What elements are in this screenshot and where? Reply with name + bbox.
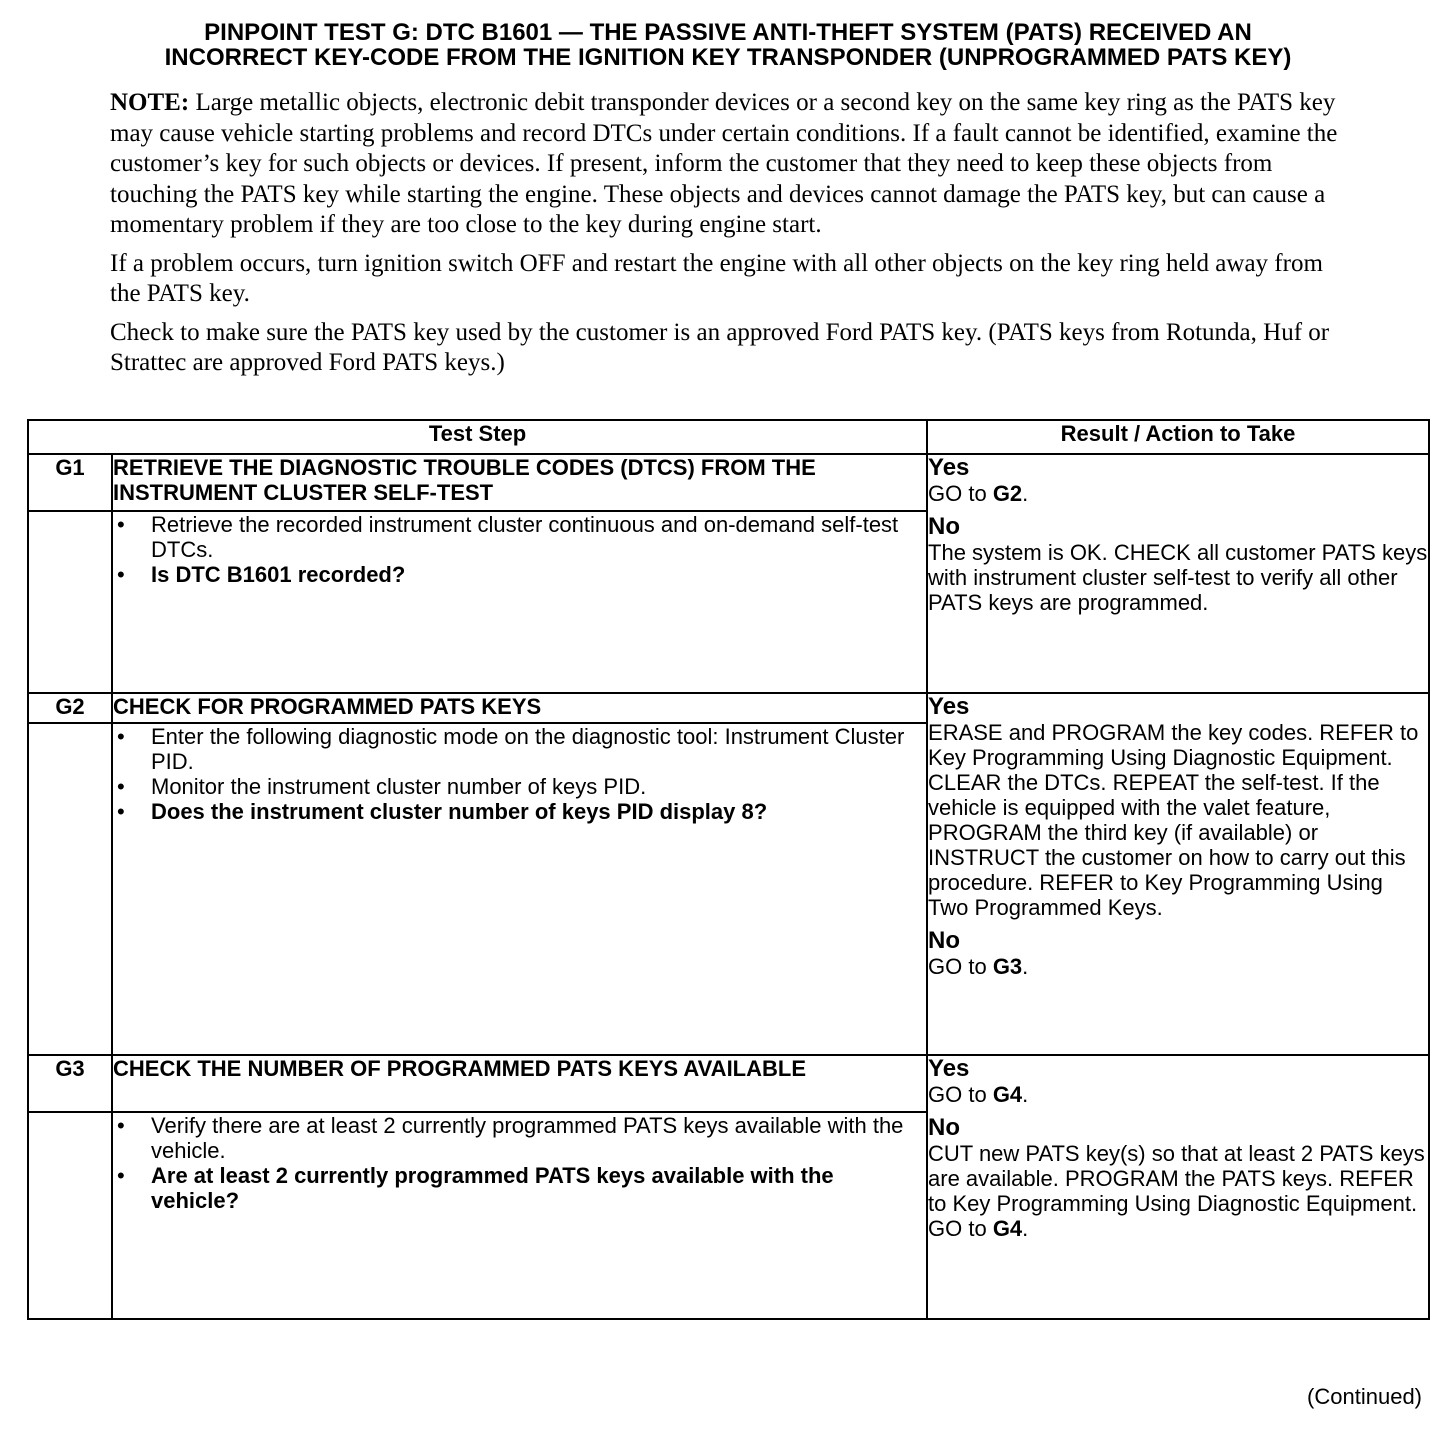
step-question: • Does the instrument cluster number of keys PID display 8? bbox=[151, 799, 926, 824]
list-item: • Enter the following diagnostic mode on the diagnostic tool: Instrument Cluster PID. bbox=[151, 724, 926, 774]
note-label: NOTE: bbox=[110, 89, 190, 116]
list-item: • Retrieve the recorded instrument cluster continuous and on-demand self-test DTCs. bbox=[151, 512, 926, 562]
step-reference: G2 bbox=[992, 481, 1023, 506]
step-body bbox=[112, 1112, 927, 1319]
list-item: • Monitor the instrument cluster number of keys PID. bbox=[151, 774, 926, 799]
no-label: No bbox=[928, 927, 961, 954]
step-reference: G4 bbox=[992, 1082, 1023, 1107]
step-bullets bbox=[113, 724, 926, 824]
step-bullets bbox=[113, 1113, 926, 1213]
step-g3-title-row bbox=[28, 1055, 1429, 1112]
title-line-2: INCORRECT KEY-CODE FROM THE IGNITION KEY TRANSPONDER (UNPROGRAMMED PATS KEY) bbox=[164, 44, 1292, 71]
step-id-spacer bbox=[28, 1112, 112, 1319]
step-title: RETRIEVE THE DIAGNOSTIC TROUBLE CODES (DTCS) FROM THE INSTRUMENT CLUSTER SELF-TEST bbox=[112, 454, 927, 511]
page-title bbox=[20, 20, 1436, 70]
step-id-spacer bbox=[28, 723, 112, 1055]
pinpoint-test-table bbox=[27, 419, 1430, 1320]
notes-section bbox=[110, 88, 1340, 379]
step-g3-result bbox=[927, 1055, 1429, 1319]
table-header-row bbox=[28, 420, 1429, 454]
title-line-1: PINPOINT TEST G: DTC B1601 — THE PASSIVE ANTI-THEFT SYSTEM (PATS) RECEIVED AN bbox=[204, 19, 1252, 46]
approved-key-paragraph: Check to make sure the PATS key used by the customer is an approved Ford PATS key. (PATS keys from Rotunda, Huf or Strattec are approved Ford PATS keys.) bbox=[110, 318, 1330, 376]
yes-action: ERASE and PROGRAM the key codes. REFER to Key Programming Using Diagnostic Equipment. CLEAR the DTCs. REPEAT the self-test. If the vehicle is equipped with the valet feature, PROGRAM the third key (if available) or INSTRUCT the customer on how to carry out this procedure. REFER to Key Programming Using Two Programmed Keys. bbox=[928, 720, 1419, 920]
header-test-step: Test Step bbox=[28, 420, 927, 454]
yes-label: Yes bbox=[928, 693, 970, 720]
note-text: Large metallic objects, electronic debit transponder devices or a second key on the same key ring as the PATS key may cause vehicle starting problems and record DTCs under certain conditions. If a fault cannot be identified, examine the customer’s key for such objects or devices. If present, inform the customer that they need to keep these objects from touching the PATS key while starting the engine. These objects and devices cannot damage the PATS key, but can cause a momentary problem if they are too close to the key during engine start. bbox=[110, 89, 1338, 238]
step-title: CHECK FOR PROGRAMMED PATS KEYS bbox=[112, 693, 927, 723]
header-result-action: Result / Action to Take bbox=[927, 420, 1429, 454]
step-body bbox=[112, 723, 927, 1055]
yes-action: GO to G4. bbox=[928, 1082, 1029, 1107]
no-label: No bbox=[928, 1114, 961, 1141]
yes-label: Yes bbox=[928, 1055, 970, 1082]
step-reference: G4 bbox=[992, 1216, 1023, 1241]
step-g2-result bbox=[927, 693, 1429, 1055]
no-label: No bbox=[928, 513, 961, 540]
no-action: The system is OK. CHECK all customer PATS keys with instrument cluster self-test to verify all other PATS keys are programmed. bbox=[928, 540, 1428, 615]
step-bullets bbox=[113, 512, 926, 587]
step-reference: G3 bbox=[992, 954, 1023, 979]
step-id: G3 bbox=[28, 1055, 112, 1112]
list-item: • Verify there are at least 2 currently programmed PATS keys available with the vehicle. bbox=[151, 1113, 926, 1163]
step-title: CHECK THE NUMBER OF PROGRAMMED PATS KEYS AVAILABLE bbox=[112, 1055, 927, 1112]
note-paragraph bbox=[110, 88, 1340, 241]
step-g1-title-row bbox=[28, 454, 1429, 511]
step-g2-title-row bbox=[28, 693, 1429, 723]
step-g1-result bbox=[927, 454, 1429, 693]
step-body bbox=[112, 511, 927, 693]
no-action: GO to G3. bbox=[928, 954, 1029, 979]
ignition-paragraph: If a problem occurs, turn ignition switch OFF and restart the engine with all other objects on the key ring held away from the PATS key. bbox=[110, 249, 1323, 307]
step-id: G1 bbox=[28, 454, 112, 511]
step-id: G2 bbox=[28, 693, 112, 723]
yes-label: Yes bbox=[928, 454, 970, 481]
yes-action: GO to G2. bbox=[928, 481, 1029, 506]
no-action: CUT new PATS key(s) so that at least 2 PATS keys are available. PROGRAM the PATS keys. REFER to Key Programming Using Diagnostic Equipment. GO to G4. bbox=[928, 1141, 1425, 1241]
step-question: • Is DTC B1601 recorded? bbox=[151, 562, 926, 587]
step-id-spacer bbox=[28, 511, 112, 693]
continued-label: (Continued) bbox=[1307, 1384, 1422, 1409]
step-question: • Are at least 2 currently programmed PATS keys available with the vehicle? bbox=[151, 1163, 926, 1213]
